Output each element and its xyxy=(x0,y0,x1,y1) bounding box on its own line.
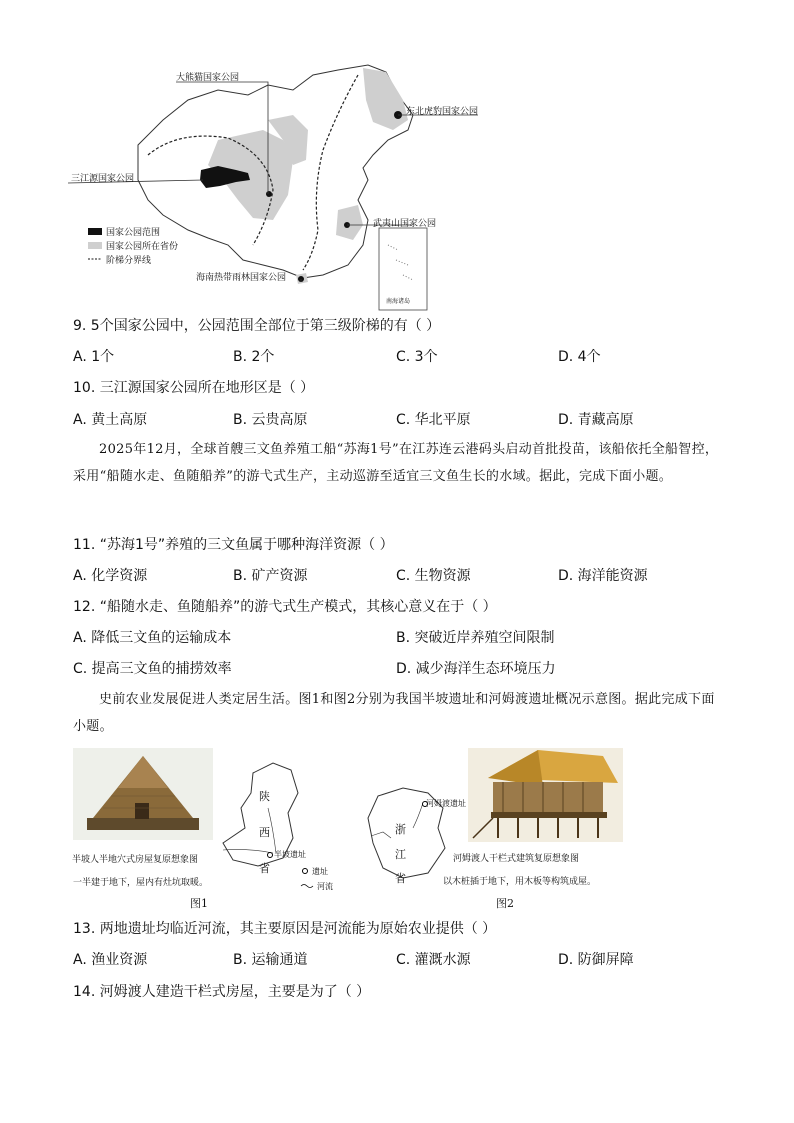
china-national-parks-map xyxy=(68,60,498,315)
passage-prehistoric-sites: 史前农业发展促进人类定居生活。图1和图2分别为我国半坡遗址和河姆渡遗址概况示意图。据此完成下面小题。 xyxy=(73,692,715,734)
q13-option-b[interactable]: B. 运输通道 xyxy=(233,952,308,968)
q11-option-b[interactable]: B. 矿产资源 xyxy=(233,568,308,584)
question-12-stem: 12. “船随水走、鱼随船养”的游弋式生产模式，其核心意义在于（ ） xyxy=(73,599,497,615)
question-10-stem: 10. 三江源国家公园所在地形区是（ ） xyxy=(73,380,315,396)
figure-2-caption: 图2 xyxy=(496,897,514,910)
question-11-stem: 11. “苏海1号”养殖的三文鱼属于哪种海洋资源（ ） xyxy=(73,537,394,553)
label-tiger-park: 东北虎豹国家公园 xyxy=(406,107,479,117)
q10-option-c[interactable]: C. 华北平原 xyxy=(396,412,471,428)
q9-option-a[interactable]: A. 1个 xyxy=(73,349,115,365)
q11-option-d[interactable]: D. 海洋能资源 xyxy=(558,568,648,584)
figure-1-caption: 图1 xyxy=(190,897,208,910)
q12-option-c[interactable]: C. 提高三文鱼的捕捞效率 xyxy=(73,661,232,677)
legend-site-label: 遗址 xyxy=(312,867,328,876)
hemudu-house-desc: 以木桩插于地下，用木板等构筑成屋。 xyxy=(443,877,597,887)
zhejiang-char-2: 江 xyxy=(395,848,406,861)
banpo-site-label: 半坡遗址 xyxy=(274,850,306,859)
hemudu-house-image xyxy=(468,748,623,842)
legend-boundary-label: 阶梯分界线 xyxy=(106,256,152,266)
q13-option-d[interactable]: D. 防御屏障 xyxy=(558,952,634,968)
panda-park-area xyxy=(266,191,272,197)
banpo-hut-image xyxy=(73,748,213,840)
passage-salmon-ship: 2025年12月，全球首艘三文鱼养殖工船“苏海1号”在江苏连云港码头启动首批投苗，该船依托全船智控，采用“船随水走、鱼随船养”的游弋式生产，主动巡游至适宜三文鱼生长的水域。据此，完成下面小题。 xyxy=(73,442,719,484)
shaanxi-char-3: 省 xyxy=(259,862,270,875)
q12-option-d[interactable]: D. 减少海洋生态环境压力 xyxy=(396,661,556,677)
label-panda-park: 大熊猫国家公园 xyxy=(176,73,240,83)
legend-river-line xyxy=(301,885,313,888)
label-wuyishan-park: 武夷山国家公园 xyxy=(373,219,437,229)
q9-option-b[interactable]: B. 2个 xyxy=(233,349,275,365)
legend-swatch-province xyxy=(88,242,102,249)
q13-option-a[interactable]: A. 渔业资源 xyxy=(73,952,148,968)
figure-panel xyxy=(73,748,623,910)
banpo-house-title: 半坡人半地穴式房屋复原想象图 xyxy=(72,855,199,865)
q10-option-d[interactable]: D. 青藏高原 xyxy=(558,412,634,428)
legend-swatch-park xyxy=(88,228,102,235)
q11-option-a[interactable]: A. 化学资源 xyxy=(73,568,148,584)
hemudu-site-label: 河姆渡遗址 xyxy=(426,799,466,808)
zhejiang-char-1: 浙 xyxy=(395,823,406,836)
legend-site-dot xyxy=(303,869,308,874)
legend-park-label: 国家公园范围 xyxy=(106,228,161,238)
q12-option-a[interactable]: A. 降低三文鱼的运输成本 xyxy=(73,630,232,646)
q13-option-c[interactable]: C. 灌溉水源 xyxy=(396,952,471,968)
label-hainan-park: 海南热带雨林国家公园 xyxy=(196,273,287,283)
q11-option-c[interactable]: C. 生物资源 xyxy=(396,568,471,584)
legend-province-label: 国家公园所在省份 xyxy=(106,242,179,252)
hemudu-house-title: 河姆渡人干栏式建筑复原想象图 xyxy=(453,854,580,864)
banpo-house-desc: 一半建于地下，屋内有灶坑取暖。 xyxy=(73,878,209,888)
q10-option-b[interactable]: B. 云贵高原 xyxy=(233,412,308,428)
banpo-site-dot xyxy=(268,853,273,858)
q12-option-b[interactable]: B. 突破近岸养殖空间限制 xyxy=(396,630,555,646)
q9-option-d[interactable]: D. 4个 xyxy=(558,349,601,365)
label-sanjiangyuan-park: 三江源国家公园 xyxy=(71,174,135,184)
shaanxi-char-2: 西 xyxy=(259,826,270,839)
question-9-stem: 9. 5个国家公园中，公园范围全部位于第三级阶梯的有（ ） xyxy=(73,318,441,334)
shaanxi-char-1: 陕 xyxy=(259,790,270,803)
q10-option-a[interactable]: A. 黄土高原 xyxy=(73,412,148,428)
zhejiang-char-3: 省 xyxy=(395,872,406,885)
q9-option-c[interactable]: C. 3个 xyxy=(396,349,438,365)
question-14-stem: 14. 河姆渡人建造干栏式房屋，主要是为了（ ） xyxy=(73,984,371,1000)
label-south-sea: 南海诸岛 xyxy=(386,298,411,305)
question-13-stem: 13. 两地遗址均临近河流，其主要原因是河流能为原始农业提供（ ） xyxy=(73,921,497,937)
legend-river-label: 河流 xyxy=(317,882,333,891)
